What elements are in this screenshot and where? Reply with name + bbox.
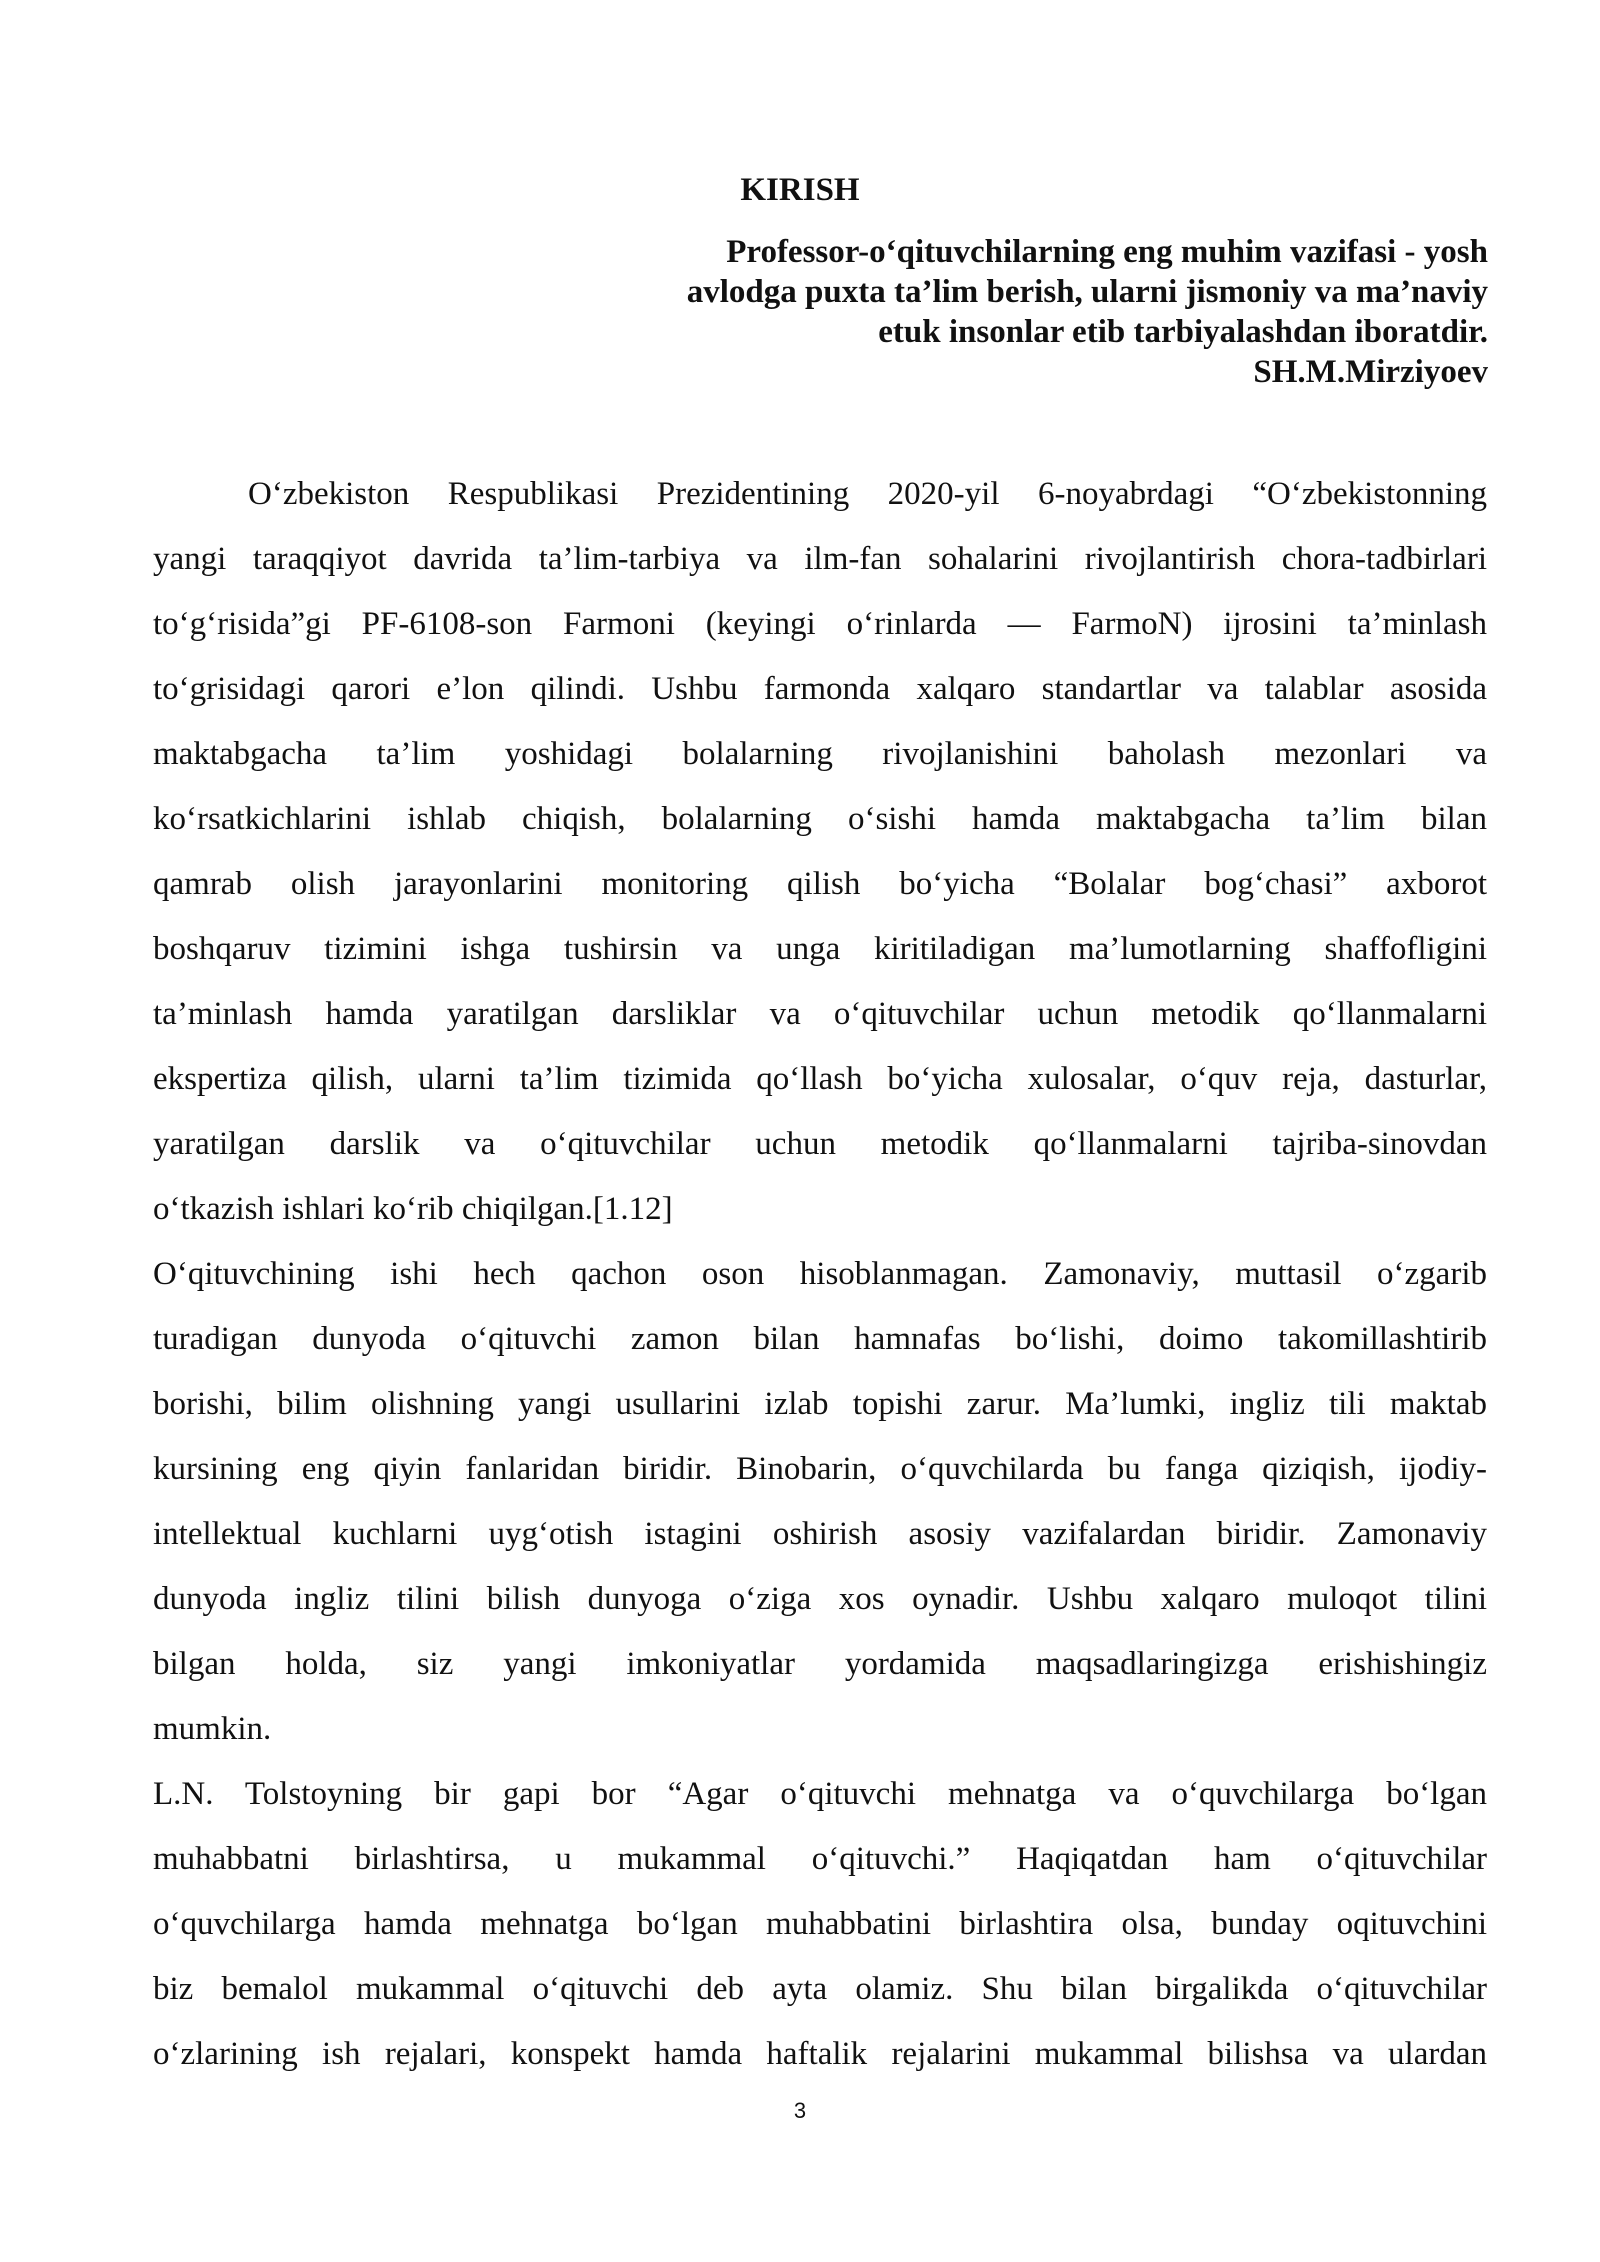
text-line: dunyoda ingliz tilini bilish dunyoga o‘ziga xos oynadir. Ushbu xalqaro muloqot tilini <box>153 1581 1487 1617</box>
paragraph <box>153 1762 1487 2087</box>
text-line: qamrab olish jarayonlarini monitoring qilish bo‘yicha “Bolalar bog‘chasi” axborot <box>153 866 1487 902</box>
text-line: to‘grisidagi qarori e’lon qilindi. Ushbu farmonda xalqaro standartlar va talablar asosida <box>153 671 1487 707</box>
text-line: yaratilgan darslik va o‘qituvchilar uchun metodik qo‘llanmalarni tajriba-sinovdan <box>153 1126 1487 1162</box>
text-line: boshqaruv tizimini ishga tushirsin va unga kiritiladigan ma’lumotlarning shaffofligini <box>153 931 1487 967</box>
paragraph <box>153 1242 1487 1762</box>
text-line: to‘g‘risida”gi PF-6108-son Farmoni (keyingi o‘rinlarda — FarmoN) ijrosini ta’minlash <box>153 606 1487 642</box>
text-line: yangi taraqqiyot davrida ta’lim-tarbiya va ilm-fan sohalarini rivojlantirish chora-tadbirlari <box>153 541 1487 577</box>
text-line: ekspertiza qilish, ularni ta’lim tizimida qo‘llash bo‘yicha xulosalar, o‘quv reja, dasturlar, <box>153 1061 1487 1097</box>
text-line: intellektual kuchlarni uyg‘otish istagini oshirish asosiy vazifalardan biridir. Zamonaviy <box>153 1516 1487 1552</box>
text-line: kursining eng qiyin fanlaridan biridir. Binobarin, o‘quvchilarda bu fanga qiziqish, ijodiy- <box>153 1451 1487 1487</box>
text-line: o‘zlarining ish rejalari, konspekt hamda haftalik rejalarini mukammal bilishsa va ulardan <box>153 2036 1487 2072</box>
page-number: 3 <box>793 2098 807 2123</box>
epigraph-line: etuk insonlar etib tarbiyalashdan iboratdir. <box>878 314 1488 350</box>
text-line: O‘zbekiston Respublikasi Prezidentining 2020-yil 6-noyabrdagi “O‘zbekistonning <box>248 476 1487 512</box>
section-heading: KIRISH <box>740 172 860 208</box>
text-line: ta’minlash hamda yaratilgan darsliklar va o‘qituvchilar uchun metodik qo‘llanmalarni <box>153 996 1487 1032</box>
text-line: mumkin. <box>153 1711 272 1747</box>
text-line: maktabgacha ta’lim yoshidagi bolalarning rivojlanishini baholash mezonlari va <box>153 736 1487 772</box>
text-line: bilgan holda, siz yangi imkoniyatlar yordamida maqsadlaringizga erishishingiz <box>153 1646 1487 1682</box>
epigraph <box>388 232 1488 392</box>
text-line: turadigan dunyoda o‘qituvchi zamon bilan hamnafas bo‘lishi, doimo takomillashtirib <box>153 1321 1487 1357</box>
text-line: o‘quvchilarga hamda mehnatga bo‘lgan muhabbatini birlashtira olsa, bunday oqituvchini <box>153 1906 1487 1942</box>
text-line: o‘tkazish ishlari ko‘rib chiqilgan.[1.12] <box>153 1191 673 1227</box>
text-line: O‘qituvchining ishi hech qachon oson hisoblanmagan. Zamonaviy, muttasil o‘zgarib <box>153 1256 1487 1292</box>
text-line: biz bemalol mukammal o‘qituvchi deb ayta olamiz. Shu bilan birgalikda o‘qituvchilar <box>153 1971 1487 2007</box>
epigraph-line: Professor-o‘qituvchilarning eng muhim vazifasi - yosh <box>726 234 1488 270</box>
text-line: ko‘rsatkichlarini ishlab chiqish, bolalarning o‘sishi hamda maktabgacha ta’lim bilan <box>153 801 1487 837</box>
epigraph-line: avlodga puxta ta’lim berish, ularni jismoniy va ma’naviy <box>686 274 1488 310</box>
text-line: borishi, bilim olishning yangi usullarini izlab topishi zarur. Ma’lumki, ingliz tili maktab <box>153 1386 1487 1422</box>
paragraph <box>153 462 1487 1242</box>
epigraph-author: SH.M.Mirziyoev <box>1253 354 1488 390</box>
text-line: L.N. Tolstoyning bir gapi bor “Agar o‘qituvchi mehnatga va o‘quvchilarga bo‘lgan <box>153 1776 1487 1812</box>
body-text <box>153 462 1487 2087</box>
text-line: muhabbatni birlashtirsa, u mukammal o‘qituvchi.” Haqiqatdan ham o‘qituvchilar <box>153 1841 1487 1877</box>
